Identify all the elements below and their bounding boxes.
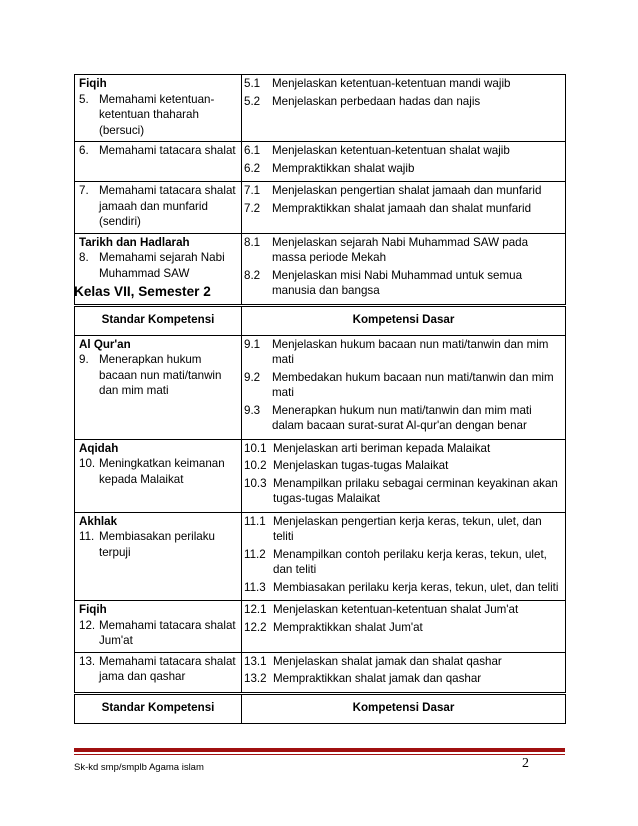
group-title: Fiqih	[79, 77, 107, 90]
sk-item	[79, 618, 237, 649]
sk-item	[79, 92, 237, 139]
kd-number: 9.2	[244, 370, 261, 384]
kd-number: 12.1	[244, 603, 267, 616]
table-header-row	[75, 695, 566, 724]
kd-text: Mempraktikkan shalat wajib	[272, 161, 415, 175]
kd-number: 10.1	[244, 441, 267, 455]
group-title: Akhlak	[79, 514, 118, 528]
sk-item	[79, 654, 237, 685]
sk-item	[79, 529, 237, 560]
kd-number: 5.2	[244, 94, 261, 108]
header-standar-kompetensi: Standar Kompetensi	[75, 307, 242, 336]
kd-text: Membedakan hukum bacaan nun mati/tanwin dan mim mati	[272, 370, 554, 399]
table-body	[75, 75, 566, 305]
competency-table-continued	[74, 74, 566, 305]
table-row	[75, 75, 566, 142]
table-row	[75, 601, 566, 653]
kd-number: 8.1	[244, 235, 261, 249]
kd-text: Membiasakan perilaku kerja keras, tekun, ulet, dan teliti	[273, 580, 559, 594]
kompetensi-dasar-cell	[242, 75, 566, 142]
kd-item	[244, 620, 561, 636]
page-number: 2	[522, 756, 529, 771]
kd-text: Menjelaskan hukum bacaan nun mati/tanwin dan mim mati	[272, 337, 549, 366]
sk-number: 5.	[79, 92, 89, 106]
standar-kompetensi-cell	[75, 439, 242, 512]
table-row	[75, 512, 566, 601]
standar-kompetensi-cell	[75, 182, 242, 234]
standar-kompetensi-cell	[75, 142, 242, 182]
kompetensi-dasar-cell	[242, 142, 566, 182]
sk-number: 9.	[79, 353, 89, 366]
kd-item	[244, 161, 561, 177]
sk-number: 12.	[79, 618, 96, 632]
table-row	[75, 142, 566, 182]
kd-item	[244, 458, 561, 474]
competency-table-next	[74, 694, 566, 724]
sk-item	[79, 183, 237, 230]
standar-kompetensi-cell	[75, 75, 242, 142]
kd-text: Menjelaskan pengertian shalat jamaah dan munfarid	[272, 184, 542, 197]
footer-rule-thick	[74, 748, 565, 752]
kd-text: Menjelaskan sejarah Nabi Muhammad SAW pada massa periode Mekah	[272, 235, 529, 264]
competency-table-semester-2	[74, 306, 566, 693]
kd-text: Menjelaskan ketentuan-ketentuan shalat Jum'at	[273, 603, 519, 616]
kd-number: 12.2	[244, 620, 267, 634]
kd-number: 11.3	[244, 580, 266, 594]
sk-number: 8.	[79, 251, 89, 264]
sk-item	[79, 250, 237, 281]
sk-text: Meningkatkan keimanan kepada Malaikat	[99, 457, 225, 486]
kompetensi-dasar-cell	[242, 335, 566, 439]
sk-text: Memahami tatacara shalat jama dan qashar	[99, 654, 236, 683]
kd-item	[244, 403, 561, 434]
kd-number: 10.3	[244, 476, 267, 490]
kd-item	[244, 337, 561, 368]
header-kompetensi-dasar: Kompetensi Dasar	[242, 307, 566, 336]
sk-text: Memahami tatacara shalat jamaah dan munfarid (sendiri)	[99, 184, 236, 228]
standar-kompetensi-cell	[75, 335, 242, 439]
kd-item	[244, 143, 561, 159]
kd-item	[244, 547, 561, 578]
kd-number: 6.1	[244, 144, 261, 157]
kd-number: 11.2	[244, 547, 266, 561]
kd-number: 7.2	[244, 201, 261, 215]
kd-item	[244, 602, 561, 618]
kd-item	[244, 268, 561, 299]
kd-number: 5.1	[244, 77, 261, 90]
table-row	[75, 652, 566, 692]
kd-text: Menjelaskan arti beriman kepada Malaikat	[273, 441, 491, 455]
kd-text: Menjelaskan tugas-tugas Malaikat	[273, 459, 449, 472]
kd-item	[244, 235, 561, 266]
sk-text: Membiasakan perilaku terpuji	[99, 530, 215, 559]
kompetensi-dasar-cell	[242, 652, 566, 692]
section-heading: Kelas VII, Semester 2	[74, 284, 211, 299]
kd-item	[244, 201, 561, 217]
kd-text: Menjelaskan ketentuan-ketentuan mandi wajib	[272, 77, 511, 90]
sk-text: Memahami sejarah Nabi Muhammad SAW	[99, 251, 225, 280]
kd-text: Mempraktikkan shalat jamaah dan shalat munfarid	[272, 201, 532, 215]
group-title: Fiqih	[79, 603, 107, 616]
table-row	[75, 182, 566, 234]
table-row	[75, 439, 566, 512]
kd-text: Menjelaskan pengertian kerja keras, tekun, ulet, dan teliti	[273, 514, 542, 543]
kd-item	[244, 654, 561, 670]
footer-text: Sk-kd smp/smplb Agama islam	[74, 762, 204, 773]
kd-item	[244, 94, 561, 110]
standar-kompetensi-cell	[75, 512, 242, 601]
sk-number: 7.	[79, 184, 89, 197]
kd-number: 11.1	[244, 514, 266, 528]
sk-number: 6.	[79, 144, 89, 157]
kompetensi-dasar-cell	[242, 601, 566, 653]
group-title: Al Qur'an	[79, 337, 131, 351]
sk-number: 10.	[79, 457, 96, 470]
group-title: Aqidah	[79, 441, 119, 455]
sk-text: Menerapkan hukum bacaan nun mati/tanwin dan mim mati	[99, 353, 222, 397]
sk-number: 13.	[79, 654, 96, 668]
kd-item	[244, 671, 561, 687]
sk-text: Memahami tatacara shalat Jum'at	[99, 618, 236, 647]
kd-item	[244, 370, 561, 401]
sk-item	[79, 143, 237, 159]
header-standar-kompetensi: Standar Kompetensi	[75, 695, 242, 724]
kd-number: 13.2	[244, 672, 267, 685]
kd-text: Menjelaskan perbedaan hadas dan najis	[272, 94, 481, 108]
sk-item	[79, 352, 237, 399]
kd-number: 10.2	[244, 459, 267, 472]
sk-text: Memahami tatacara shalat	[99, 144, 236, 157]
kd-item	[244, 476, 561, 507]
kd-text: Mempraktikkan shalat Jum'at	[273, 620, 423, 634]
kompetensi-dasar-cell	[242, 233, 566, 304]
kd-text: Menjelaskan misi Nabi Muhammad untuk semua manusia dan bangsa	[272, 268, 523, 297]
kd-item	[244, 76, 561, 92]
table-body	[75, 335, 566, 692]
kd-item	[244, 183, 561, 199]
sk-text: Memahami ketentuan-ketentuan thaharah (bersuci)	[99, 92, 215, 137]
kd-text: Menampilkan prilaku sebagai cerminan keyakinan akan tugas-tugas Malaikat	[273, 476, 558, 505]
kd-number: 7.1	[244, 184, 261, 197]
standar-kompetensi-cell	[75, 652, 242, 692]
table-row	[75, 335, 566, 439]
kd-item	[244, 441, 561, 457]
group-title: Tarikh dan Hadlarah	[79, 235, 190, 249]
kd-number: 13.1	[244, 654, 267, 668]
kd-text: Menjelaskan ketentuan-ketentuan shalat wajib	[272, 144, 510, 157]
kd-number: 9.1	[244, 337, 261, 351]
table-header-row	[75, 307, 566, 336]
header-kompetensi-dasar: Kompetensi Dasar	[242, 695, 566, 724]
footer-rule-thin	[74, 754, 565, 755]
kd-item	[244, 514, 561, 545]
kd-text: Menjelaskan shalat jamak dan shalat qashar	[273, 654, 502, 668]
kd-text: Menerapkan hukum nun mati/tanwin dan mim mati dalam bacaan surat-surat Al-qur'an dengan benar	[272, 403, 532, 432]
sk-number: 11.	[79, 530, 95, 543]
sk-item	[79, 456, 237, 487]
standar-kompetensi-cell	[75, 601, 242, 653]
kd-number: 6.2	[244, 161, 261, 175]
kd-text: Mempraktikkan shalat jamak dan qashar	[273, 672, 482, 685]
kd-number: 9.3	[244, 403, 261, 417]
kompetensi-dasar-cell	[242, 512, 566, 601]
kompetensi-dasar-cell	[242, 439, 566, 512]
kd-number: 8.2	[244, 268, 261, 282]
kd-text: Menampilkan contoh perilaku kerja keras, tekun, ulet, dan teliti	[273, 547, 547, 576]
kompetensi-dasar-cell	[242, 182, 566, 234]
kd-item	[244, 580, 561, 596]
